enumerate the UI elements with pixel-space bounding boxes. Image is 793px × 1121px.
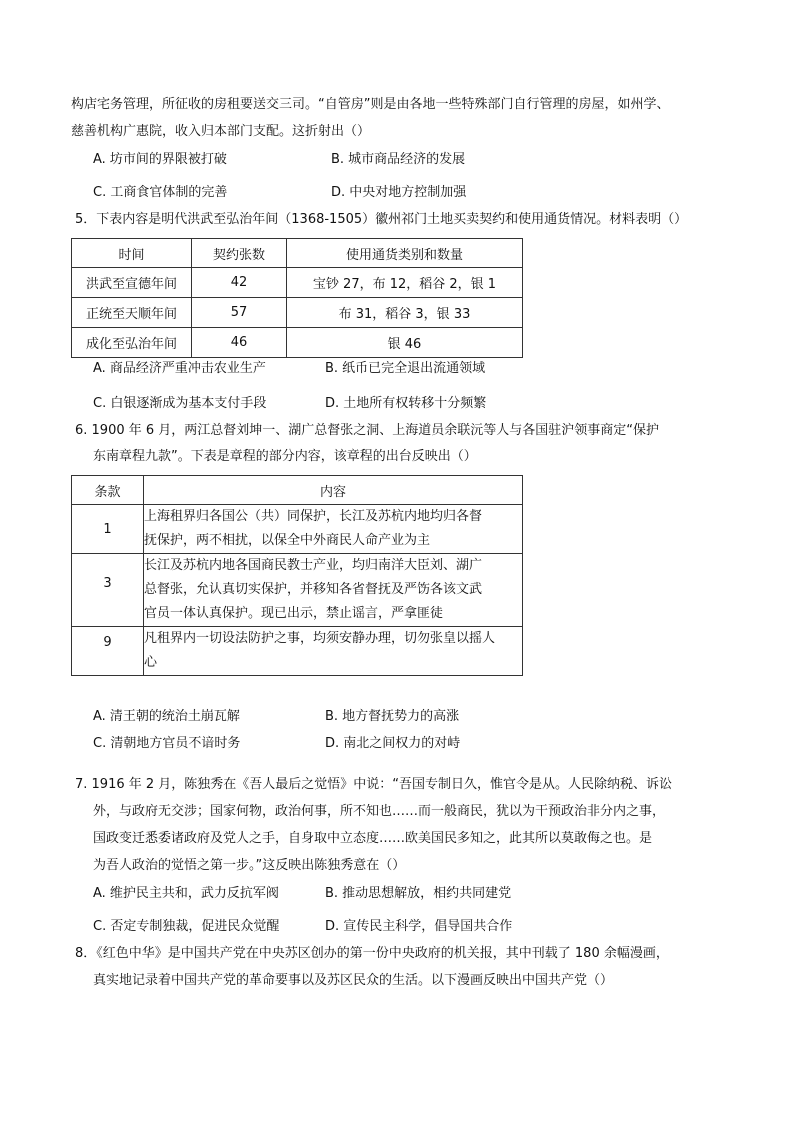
q5-option-a: A. 商品经济严重冲击农业生产 (93, 361, 266, 376)
q6-option-a: A. 清王朝的统治土崩瓦解 (93, 709, 240, 724)
q6-clause-line: 上海租界归各国公（共）同保护，长江及苏杭内地均归各督 (144, 509, 483, 524)
q4-option-d: D. 中央对地方控制加强 (331, 185, 467, 200)
q7-option-c: C. 否定专制独裁，促进民众觉醒 (93, 919, 280, 934)
q6-clause-content (144, 627, 523, 676)
q4-option-b: B. 城市商品经济的发展 (331, 152, 466, 167)
table-row (72, 627, 523, 676)
q6-option-d: D. 南北之间权力的对峙 (325, 736, 461, 751)
q6-clause-line: 心 (144, 655, 158, 670)
q5-table (71, 238, 523, 358)
q5-period-cell: 洪武至宣德年间 (72, 268, 192, 298)
q7-line-4: 为吾人政治的觉悟之第一步。”这反映出陈独秀意在（） (93, 858, 406, 873)
table-row (72, 298, 523, 328)
q6-table-header-row (72, 476, 523, 505)
q5-currency-cell: 银 46 (287, 328, 523, 358)
table-row (72, 268, 523, 298)
q5-header-count: 契约张数 (192, 239, 287, 268)
q6-header-content: 内容 (144, 476, 523, 505)
q7-line-2: 外，与政府无交涉；国家何物，政治何事，所不知也……而一般商民，犹以为干预政治非分内之事， (93, 804, 666, 819)
q4-stem-line-2: 慈善机构广惠院，收入归本部门支配。这折射出（） (71, 124, 371, 139)
q6-clause-no: 3 (72, 554, 144, 627)
q4-stem-line-1: 构店宅务管理，所征收的房租要送交三司。“自管房”则是由各地一些特殊部门自行管理的房屋，如州学、 (71, 97, 670, 112)
q8-stem-line-1: 8．《红色中华》是中国共产党在中央苏区创办的第一份中央政府的机关报，其中刊载了 180 余幅漫画， (75, 946, 669, 961)
q6-option-c: C. 清朝地方官员不谙时务 (93, 736, 241, 751)
q7-option-a: A. 维护民主共和，武力反抗军阀 (93, 886, 279, 901)
q5-period-cell: 正统至天顺年间 (72, 298, 192, 328)
q7-option-d: D. 宣传民主科学，倡导国共合作 (325, 919, 513, 934)
q5-currency-cell: 布 31，稻谷 3，银 33 (287, 298, 523, 328)
q5-currency-cell: 宝钞 27，布 12，稻谷 2，银 1 (287, 268, 523, 298)
q6-clause-line: 总督张，允认真切实保护，并移知各省督抚及严饬各该文武 (144, 582, 483, 597)
q7-option-b: B. 推动思想解放，相约共同建党 (325, 886, 512, 901)
table-row (72, 505, 523, 554)
q6-clause-line: 凡租界内一切设法防护之事，均须安静办理，切勿张皇以摇人 (144, 631, 496, 646)
q5-stem: 5．下表内容是明代洪武至弘治年间（1368-1505）徽州祁门土地买卖契约和使用通货情况。材料表明（） (75, 212, 688, 227)
q6-clause-content (144, 554, 523, 627)
q5-count-cell: 46 (192, 328, 287, 358)
q5-count-cell: 57 (192, 298, 287, 328)
q5-count-cell: 42 (192, 268, 287, 298)
q4-option-c: C. 工商食官体制的完善 (93, 185, 228, 200)
q6-clause-line: 抚保护，两不相扰，以保全中外商民人命产业为主 (144, 533, 431, 548)
table-row (72, 328, 523, 358)
q5-option-d: D. 土地所有权转移十分频繁 (325, 396, 487, 411)
q6-option-b: B. 地方督抚势力的高涨 (325, 709, 460, 724)
q6-stem-line-1: 6. 1900 年 6 月，两江总督刘坤一、湖广总督张之洞、上海道员余联沅等人与各国驻沪领事商定“保护 (75, 423, 660, 438)
q5-option-c: C. 白银逐渐成为基本支付手段 (93, 396, 267, 411)
q5-option-b: B. 纸币已完全退出流通领域 (325, 361, 486, 376)
q5-table-header-row (72, 239, 523, 268)
q5-period-cell: 成化至弘治年间 (72, 328, 192, 358)
q5-header-currency: 使用通货类别和数量 (287, 239, 523, 268)
q6-table (71, 475, 523, 676)
q6-clause-line: 官员一体认真保护。现已出示，禁止谣言，严拿匪徒 (144, 606, 444, 621)
q4-option-a: A. 坊市间的界限被打破 (93, 152, 227, 167)
q6-clause-line: 长江及苏杭内地各国商民教士产业，均归南洋大臣刘、湖广 (144, 558, 483, 573)
q6-stem-line-2: 东南章程九款”。下表是章程的部分内容，该章程的出台反映出（） (93, 449, 477, 464)
q7-line-1: 7. 1916 年 2 月，陈独秀在《吾人最后之觉悟》中说：“吾国专制日久，惟官令是从。人民除纳税、诉讼 (75, 777, 673, 792)
q5-header-period: 时间 (72, 239, 192, 268)
q6-header-clause: 条款 (72, 476, 144, 505)
q8-stem-line-2: 真实地记录着中国共产党的革命要事以及苏区民众的生活。以下漫画反映出中国共产党（） (93, 973, 614, 988)
q6-clause-content (144, 505, 523, 554)
q6-clause-no: 1 (72, 505, 144, 554)
table-row (72, 554, 523, 627)
q6-clause-no: 9 (72, 627, 144, 676)
q7-line-3: 国政变迁悉委诸政府及党人之手，自身取中立态度……欧美国民多知之，此其所以莫敢侮之也。是 (93, 831, 653, 846)
